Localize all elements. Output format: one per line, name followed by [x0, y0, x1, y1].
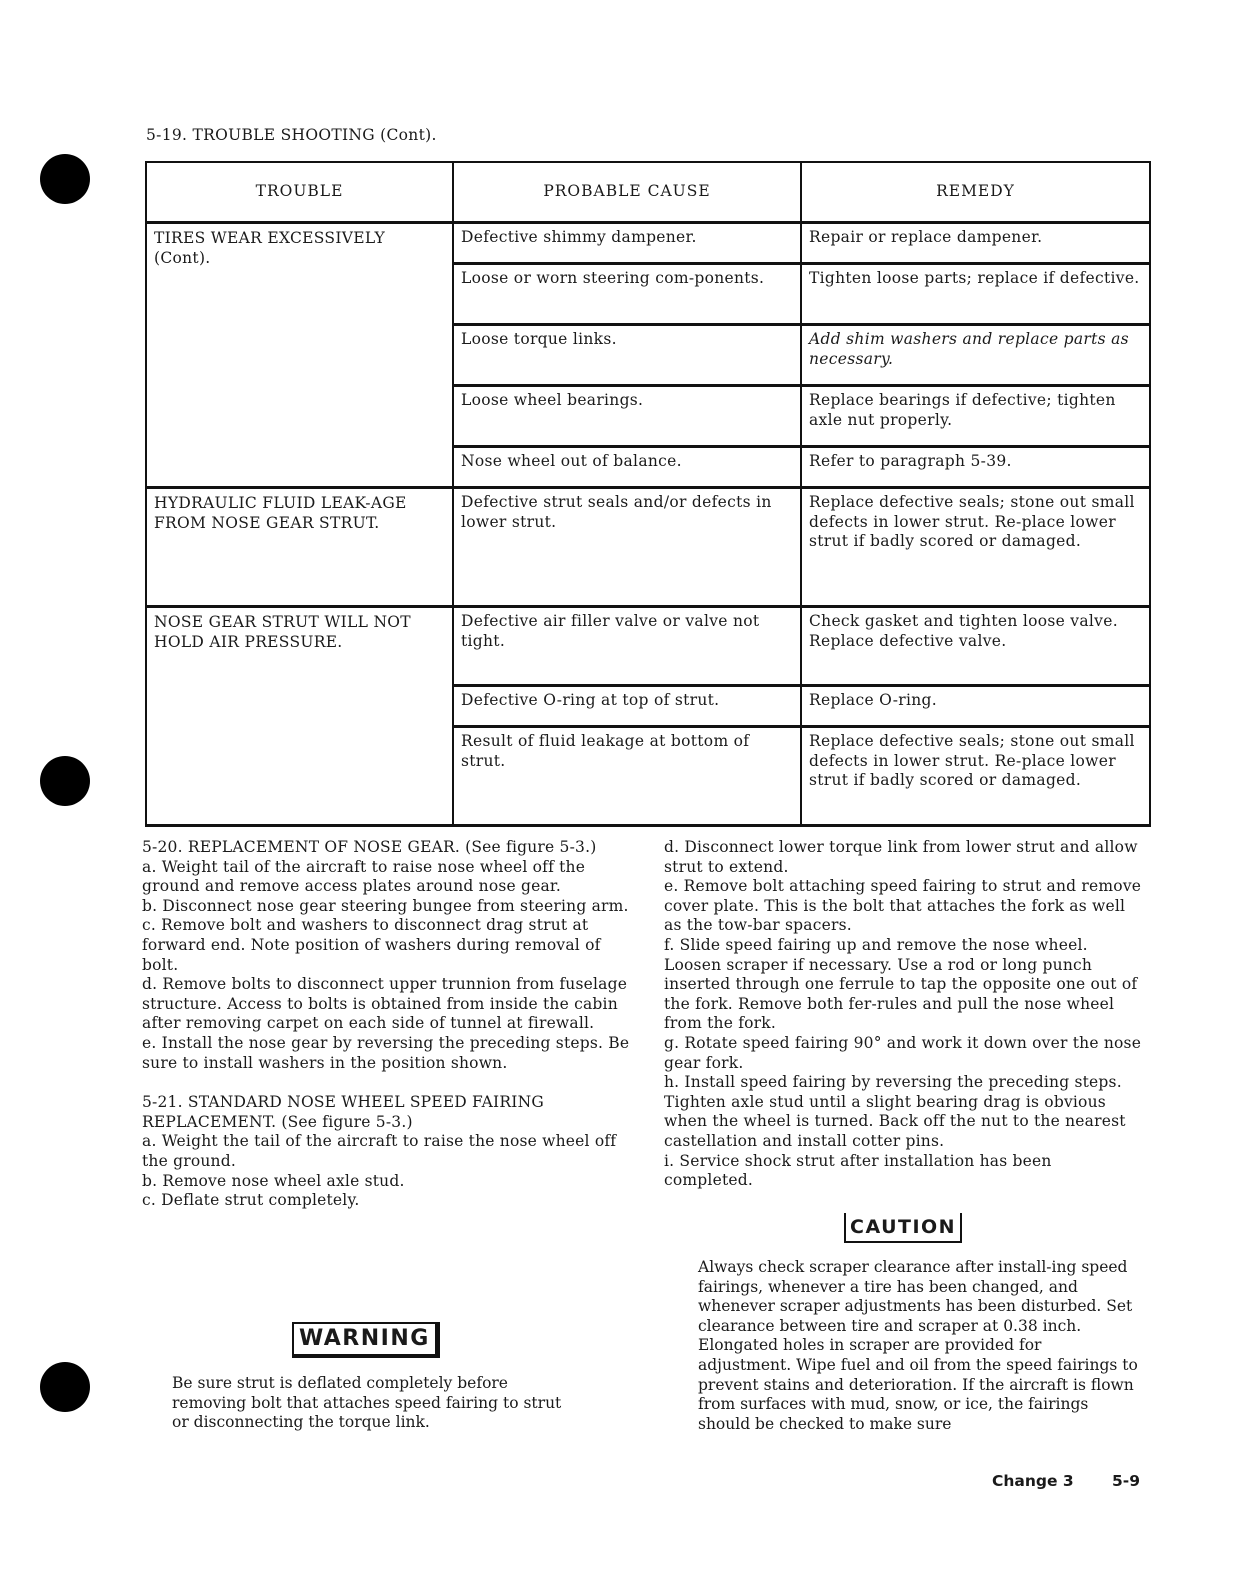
- remedy-cell: Repair or replace dampener.: [801, 223, 1150, 264]
- table-header-row: [146, 162, 1150, 223]
- step-text: d. Disconnect lower torque link from lower strut and allow strut to extend.: [664, 838, 1138, 876]
- step-text: e. Install the nose gear by reversing the preceding steps. Be sure to install washers in the position shown.: [142, 1033, 630, 1072]
- table-row: [146, 223, 1150, 264]
- cause-cell: Loose torque links.: [453, 325, 801, 386]
- remedy-cell: Replace defective seals; stone out small defects in lower strut. Re-place lower strut if badly scored or damaged.: [801, 488, 1150, 607]
- remedy-cell: Refer to paragraph 5-39.: [801, 447, 1150, 488]
- step-text: f. Slide speed fairing up and remove the nose wheel. Loosen scraper if necessary. Use a rod or long punch inserted through one ferrule to tap the opposite one out of the fork. Remove both fer-rules and pull the nose wheel from the fork.: [664, 935, 1138, 1033]
- trouble-cell: TIRES WEAR EXCESSIVELY (Cont).: [146, 223, 453, 488]
- remedy-cell: Replace bearings if defective; tighten axle nut properly.: [801, 386, 1150, 447]
- cause-cell: Defective air filler valve or valve not tight.: [453, 607, 801, 686]
- caution-label: CAUTION: [844, 1213, 962, 1243]
- cause-cell: Defective strut seals and/or defects in lower strut.: [453, 488, 801, 607]
- section-5-20-title: 5-20. REPLACEMENT OF NOSE GEAR. (See figure 5-3.): [142, 838, 597, 856]
- right-column: [664, 838, 1144, 1191]
- caution-text: Always check scraper clearance after install-ing speed fairings, whenever a tire has been changed, and whenever scraper adjustments has been disturbed. Set clearance between tire and scraper at 0.38 inch. Elongated holes in scraper are provided for adjustment. Wipe fuel and oil from the speed fairings to prevent stains and deterioration. If the aircraft is flown from surfaces with mud, snow, or ice, the fairings should be checked to make sure: [698, 1258, 1138, 1433]
- change-number: Change 3: [992, 1472, 1074, 1490]
- step-text: a. Weight the tail of the aircraft to raise the nose wheel off the ground.: [142, 1132, 617, 1170]
- left-column: [142, 838, 632, 1211]
- step-text: b. Disconnect nose gear steering bungee from steering arm.: [142, 896, 629, 915]
- cause-cell: Loose or worn steering com-ponents.: [453, 264, 801, 325]
- step-text: g. Rotate speed fairing 90° and work it down over the nose gear fork.: [664, 1033, 1142, 1072]
- table-row: [146, 607, 1150, 686]
- step-text: c. Deflate strut completely.: [142, 1191, 360, 1210]
- remedy-cell: Replace defective seals; stone out small defects in lower strut. Re-place lower strut if badly scored or damaged.: [801, 727, 1150, 826]
- punch-hole-top: [40, 154, 90, 204]
- cause-cell: Result of fluid leakage at bottom of strut.: [453, 727, 801, 826]
- remedy-cell: Add shim washers and replace parts as necessary.: [801, 325, 1150, 386]
- trouble-cell: NOSE GEAR STRUT WILL NOT HOLD AIR PRESSURE.: [146, 607, 453, 826]
- remedy-cell: Check gasket and tighten loose valve. Replace defective valve.: [801, 607, 1150, 686]
- troubleshooting-table: [145, 161, 1151, 827]
- step-text: a. Weight tail of the aircraft to raise nose wheel off the ground and remove access plates around nose gear.: [142, 857, 586, 896]
- section-5-21-title: 5-21. STANDARD NOSE WHEEL SPEED FAIRING REPLACEMENT. (See figure 5-3.): [142, 1093, 544, 1131]
- remedy-cell: Replace O-ring.: [801, 686, 1150, 727]
- warning-text: Be sure strut is deflated completely before removing bolt that attaches speed fairing to strut or disconnecting the torque link.: [172, 1374, 562, 1432]
- step-text: c. Remove bolt and washers to disconnect drag strut at forward end. Note position of washers during removal of bolt.: [142, 916, 601, 974]
- column-header-remedy: REMEDY: [801, 162, 1150, 223]
- step-text: d. Remove bolts to disconnect upper trunnion from fuselage structure. Access to bolts is obtained from inside the cabin after removing carpet on each side of tunnel at firewall.: [142, 975, 628, 1033]
- page-number: 5-9: [1112, 1472, 1141, 1490]
- warning-label: WARNING: [292, 1322, 440, 1358]
- cause-cell: Defective O-ring at top of strut.: [453, 686, 801, 727]
- step-text: e. Remove bolt attaching speed fairing to strut and remove cover plate. This is the bolt that attaches the fork as well as the tow-bar spacers.: [664, 877, 1142, 935]
- step-text: i. Service shock strut after installation has been completed.: [664, 1151, 1052, 1190]
- punch-hole-middle: [40, 756, 90, 806]
- column-header-trouble: TROUBLE: [146, 162, 453, 223]
- cause-cell: Nose wheel out of balance.: [453, 447, 801, 488]
- punch-hole-bottom: [40, 1362, 90, 1412]
- column-header-probable-cause: PROBABLE CAUSE: [453, 162, 801, 223]
- section-header: 5-19. TROUBLE SHOOTING (Cont).: [146, 126, 437, 144]
- step-text: b. Remove nose wheel axle stud.: [142, 1171, 405, 1190]
- table-row: [146, 488, 1150, 607]
- cause-cell: Loose wheel bearings.: [453, 386, 801, 447]
- cause-cell: Defective shimmy dampener.: [453, 223, 801, 264]
- remedy-cell: Tighten loose parts; replace if defective.: [801, 264, 1150, 325]
- step-text: h. Install speed fairing by reversing the preceding steps. Tighten axle stud until a slight bearing drag is obvious when the wheel is turned. Back off the nut to the nearest castellation and install cotter pins.: [664, 1073, 1126, 1150]
- trouble-cell: HYDRAULIC FLUID LEAK-AGE FROM NOSE GEAR STRUT.: [146, 488, 453, 607]
